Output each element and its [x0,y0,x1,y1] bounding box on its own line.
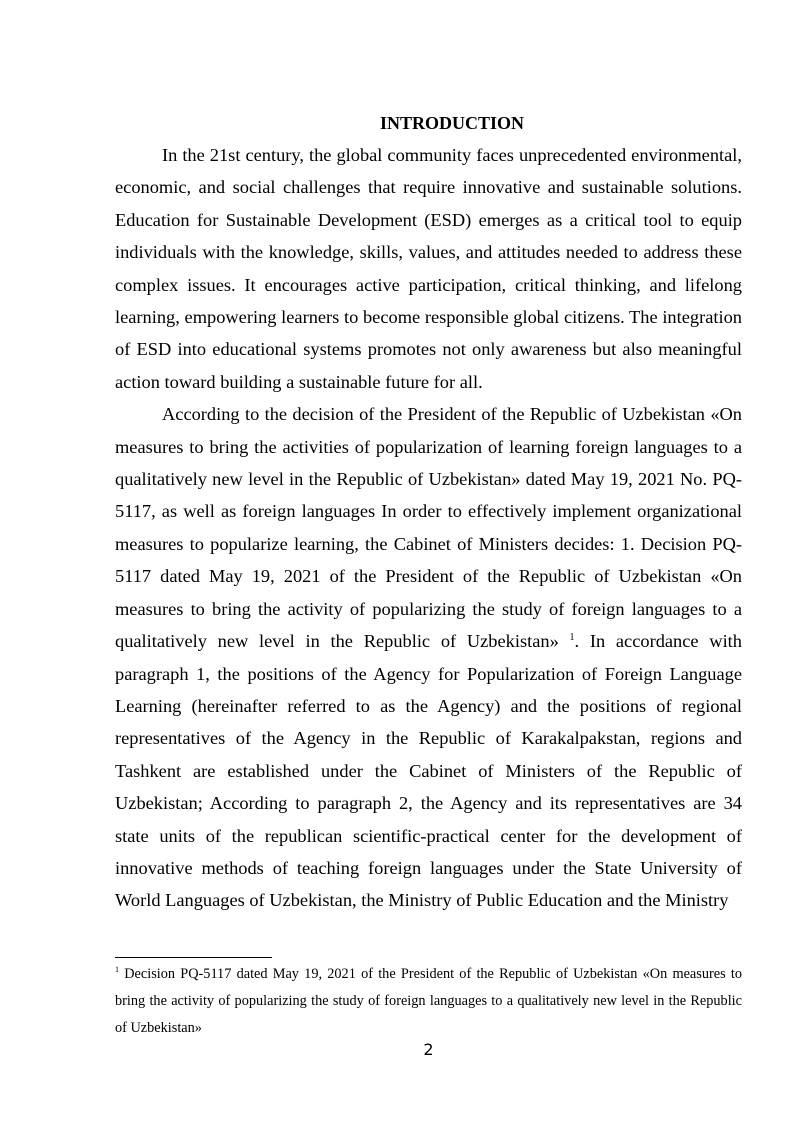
footnote-marker: 1 [115,965,119,975]
footnote-text: Decision PQ-5117 dated May 19, 2021 of the President of the Republic of Uzbekistan «On measures to bring the activity of popularizing the study of foreign languages to a qualitatively new level in the Republic of Uzbekistan» [115,966,742,1036]
footnote-separator [115,957,272,958]
footnote-reference[interactable]: 1 [569,631,575,643]
section-title: INTRODUCTION [379,113,525,133]
body-text [115,139,742,917]
paragraph-intro: In the 21st century, the global community faces unprecedented environmental, economic, and social challenges that require innovative and sustainable solutions. Education for Sustainable Development (ESD) emerges as a critical tool to equip individuals with the knowledge, skills, values, and attitudes needed to address these complex issues. It encourages active participation, critical thinking, and lifelong learning, empowering learners to become responsible global citizens. The integration of ESD into educational systems promotes not only awareness but also meaningful action toward building a sustainable future for all. [115,145,742,392]
paragraph-decision-text-before: According to the decision of the President of the Republic of Uzbekistan «On measures to bring the activities of popularization of learning foreign languages to a qualitatively new level in the Republic of Uzbekistan» dated May 19, 2021 No. PQ-5117, as well as foreign languages In order to effectively implement organizational measures to popularize learning, the Cabinet of Ministers decides: 1. Decision PQ-5117 dated May 19, 2021 of the President of the Republic of Uzbekistan «On measures to bring the activity of popularizing the study of foreign languages to a qualitatively new level in the Republic of Uzbekistan» [115,404,742,652]
paragraph-decision-text-after: . In accordance with paragraph 1, the positions of the Agency for Popularization of Foreign Language Learning (hereinafter referred to as the Agency) and the positions of regional representatives of the Agency in the Republic of Karakalpakstan, regions and Tashkent are established under the Cabinet of Ministers of the Republic of Uzbekistan; According to paragraph 2, the Agency and its representatives are 34 state units of the republican scientific-practical center for the development of innovative methods of teaching foreign languages under the State University of World Languages of Uzbekistan, the Ministry of Public Education and the Ministry [115,631,742,911]
footnote [115,961,742,1042]
paragraph-decision [115,398,742,917]
page-number: 2 [423,1040,434,1059]
